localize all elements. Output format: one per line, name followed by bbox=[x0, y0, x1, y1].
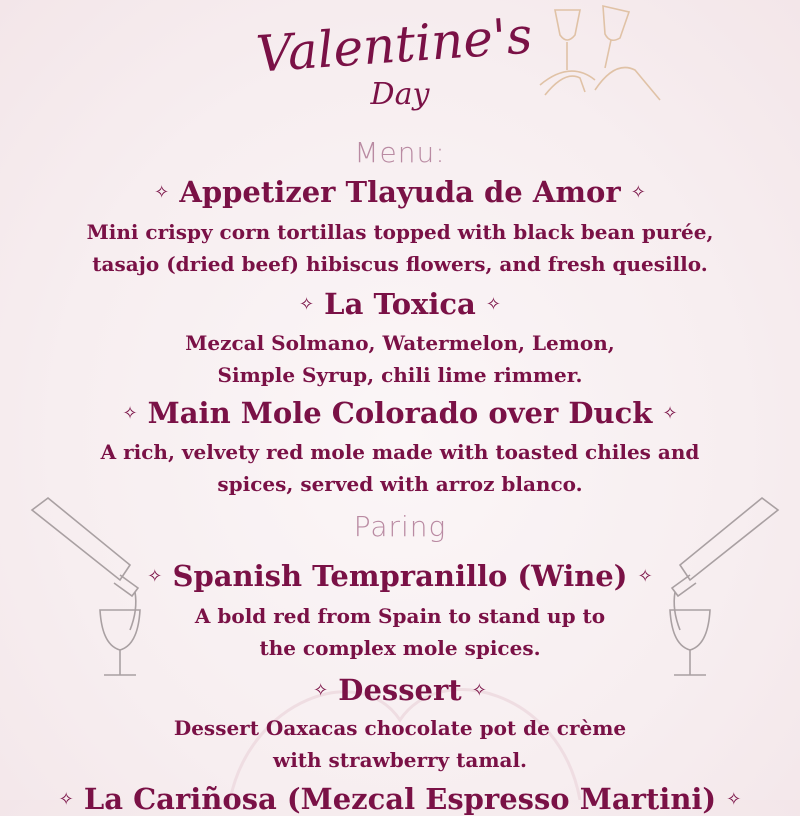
item-title-text: La Cariñosa (Mezcal Espresso Martini) bbox=[83, 782, 717, 816]
desc-line: Mezcal Solmano, Watermelon, Lemon, bbox=[185, 331, 615, 355]
menu-item-desc bbox=[0, 600, 800, 664]
section-label-menu: Menu: bbox=[354, 136, 446, 169]
menu-item-desc bbox=[0, 327, 800, 391]
menu-item-desc bbox=[0, 712, 800, 776]
sparkle-icon: ✧ bbox=[313, 680, 329, 701]
sparkle-icon: ✧ bbox=[637, 566, 653, 587]
sparkle-icon: ✧ bbox=[154, 182, 170, 203]
item-title-text: Spanish Tempranillo (Wine) bbox=[172, 559, 628, 593]
sparkle-icon: ✧ bbox=[485, 294, 502, 315]
menu-item-desc bbox=[0, 216, 800, 280]
desc-line: A rich, velvety red mole made with toasted chiles and bbox=[100, 440, 700, 464]
item-title-text: La Toxica bbox=[324, 287, 476, 321]
menu-item-title bbox=[0, 782, 800, 816]
sparkle-icon: ✧ bbox=[58, 789, 74, 810]
title-main: Valentine's bbox=[254, 6, 534, 84]
section-label-pairing: Paring bbox=[353, 510, 447, 543]
desc-line: with strawberry tamal. bbox=[272, 748, 527, 772]
item-title-text: Appetizer Tlayuda de Amor bbox=[179, 175, 621, 209]
sparkle-icon: ✧ bbox=[726, 789, 742, 810]
sparkle-icon: ✧ bbox=[662, 403, 678, 424]
menu-item-desc bbox=[0, 436, 800, 500]
desc-line: A bold red from Spain to stand up to bbox=[194, 604, 606, 628]
menu-item-title bbox=[0, 287, 800, 321]
sparkle-icon: ✧ bbox=[147, 566, 163, 587]
desc-line: Simple Syrup, chili lime rimmer. bbox=[217, 363, 583, 387]
item-title-text: Main Mole Colorado over Duck bbox=[147, 396, 653, 430]
item-title-text: Dessert bbox=[338, 673, 462, 707]
sparkle-icon: ✧ bbox=[630, 182, 646, 203]
title-sub: Day bbox=[370, 77, 430, 112]
desc-line: Dessert Oaxacas chocolate pot de crème bbox=[173, 716, 627, 740]
desc-line: Mini crispy corn tortillas topped with black bean purée, bbox=[86, 220, 714, 244]
menu-item-title bbox=[0, 396, 800, 430]
sparkle-icon: ✧ bbox=[122, 403, 138, 424]
menu-item-title bbox=[0, 673, 800, 707]
desc-line: spices, served with arroz blanco. bbox=[217, 472, 583, 496]
desc-line: tasajo (dried beef) hibiscus flowers, and fresh quesillo. bbox=[92, 252, 708, 276]
desc-line: the complex mole spices. bbox=[259, 636, 541, 660]
title bbox=[0, 2, 800, 84]
sparkle-icon: ✧ bbox=[471, 680, 487, 701]
menu-item-title bbox=[0, 559, 800, 593]
menu-item-title bbox=[0, 175, 800, 209]
sparkle-icon: ✧ bbox=[298, 294, 315, 315]
